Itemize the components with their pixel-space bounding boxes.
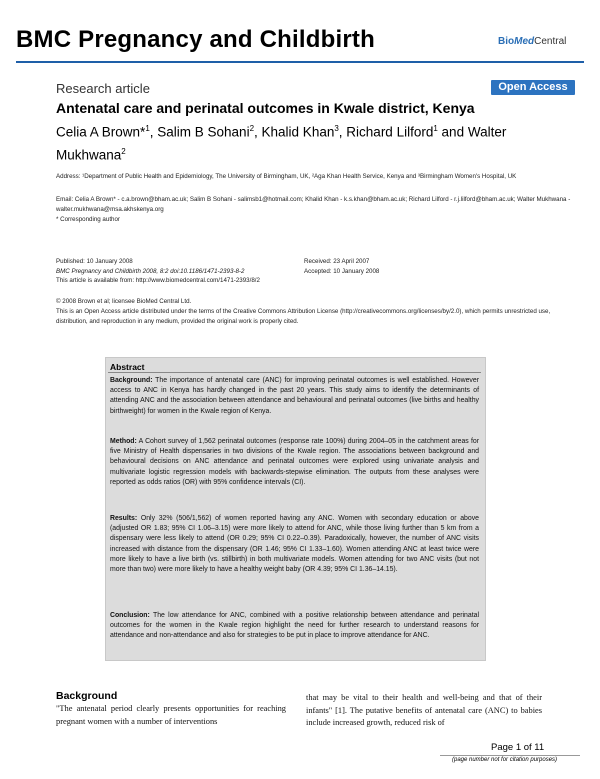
author-affiliation: 2 xyxy=(121,146,126,156)
author-name: , Richard Lilford xyxy=(338,124,434,140)
publication-info xyxy=(56,257,296,276)
abstract-label: Method: xyxy=(110,438,137,445)
background-heading: Background xyxy=(56,690,118,702)
author-addresses: Address: ¹Department of Public Health and Epidemiology, The University of Birmingham, UK, ²Aga Khan Health Service, Kenya and ³Birmingham Women's Hospital, UK xyxy=(56,173,517,180)
abstract-text: Only 32% (506/1,562) of women reported having any ANC. Women with secondary education or above (adjusted OR 1.83; 95% CI 1.06–3.15) were more likely to attend for ANC, while those living further than 5 km from a dispensary were less likely to attend (OR 0.29; 95% CI 0.22–0.39). Paradoxically, however, the number of ANC visits increased with distance from the dispensary (OR 1.46; 95% CI 1.33–1.60). Women attending ANC at least twice were more likely to have a live birth (vs. stillbirth) in both multivariate models. Women attending for two ANC visits (but not more than two) were more likely to have a healthy weight baby (OR 4.39; 95% CI 1.36–14.15). xyxy=(110,515,479,574)
abstract-conclusion xyxy=(110,611,479,642)
author-list xyxy=(56,119,576,164)
header-rule xyxy=(16,61,584,63)
abstract-divider xyxy=(108,372,481,373)
page-number: Page 1 of 11 xyxy=(491,742,545,753)
author-name: and Walter Mukhwana xyxy=(56,124,507,162)
body-right-column: that may be vital to their health and well-being and that of their infants" [1]. The putative benefits of antenatal care (ANC) to babies include increased growth, reduced risk of xyxy=(306,693,542,728)
author-affiliation: 3 xyxy=(334,124,339,133)
body-left-column: "The antenatal period clearly presents opportunities for reaching pregnant women with a number of interventions xyxy=(56,704,286,726)
received-date: Received: 23 April 2007 xyxy=(304,258,370,265)
author-emails: Email: Celia A Brown* - c.a.brown@bham.ac.uk; Salim B Sohani - salimsb1@hotmail.com; Khalid Khan - k.s.khan@bham.ac.uk; Richard Lilford - r.j.lilford@bham.ac.uk; Walter Mukhwana - walter.mukhwana@msa.akhskenya.org xyxy=(56,196,571,213)
abstract-text: The importance of antenatal care (ANC) for improving perinatal outcomes is well established. However access to ANC in Kenya has hardly changed in the past 20 years. This study aims to identify the determinants of attending ANC and the association between attendance and behavioural and perinatal outcomes (live births and healthy birthweight) for women in the Kwale region of Kenya. xyxy=(110,377,479,415)
published-date: Published: 10 January 2008 xyxy=(56,258,133,265)
journal-title: BMC Pregnancy and Childbirth xyxy=(16,26,375,53)
received-accepted-info xyxy=(304,257,554,276)
biomed-central-logo xyxy=(498,36,566,47)
author-name: , Salim B Sohani xyxy=(149,124,250,140)
citation: BMC Pregnancy and Childbirth 2008, 8:2 doi:10.1186/1471-2393-8-2 xyxy=(56,267,245,275)
copyright-notice: © 2008 Brown et al; licensee BioMed Central Ltd. xyxy=(56,298,192,305)
author-name: Celia A Brown* xyxy=(56,124,146,140)
article-url[interactable]: This article is available from: http://www.biomedcentral.com/1471-2393/8/2 xyxy=(56,277,260,284)
open-access-badge: Open Access xyxy=(491,80,575,95)
abstract-results xyxy=(110,514,479,575)
abstract-background xyxy=(110,376,479,417)
accepted-date: Accepted: 10 January 2008 xyxy=(304,267,380,275)
article-title: Antenatal care and perinatal outcomes in Kwale district, Kenya xyxy=(56,100,475,116)
corresponding-author-note: * Corresponding author xyxy=(56,216,120,223)
author-affiliation: 1 xyxy=(145,124,150,133)
abstract-text: A Cohort survey of 1,562 perinatal outcomes (response rate 100%) during 2004–05 in the catchment areas for five Ministry of Health dispensaries in two divisions of the Kwale region. The associations between background and behavioural decisions on ANC attendance and perinatal outcomes were explored using univariate analysis and multivariate logistic regression models with backwards-stepwise elimination. The outputs from these analyses were reported as odds ratios (OR) with 95% confidence intervals (CI). xyxy=(110,438,479,486)
footer-rule xyxy=(440,755,580,756)
abstract-label: Results: xyxy=(110,515,138,522)
logo-bio-text: Bio xyxy=(498,36,515,47)
license-notice: This is an Open Access article distributed under the terms of the Creative Commons Attribution License (http://creativecommons.org/licenses/by/2.0), which permits unrestricted use, distribution, and reproduction in any medium, provided the original work is properly cited. xyxy=(56,308,551,325)
abstract-label: Background: xyxy=(110,377,153,384)
author-affiliation: 1 xyxy=(433,124,438,133)
article-type: Research article xyxy=(56,81,150,96)
logo-med-text: Med xyxy=(514,36,535,47)
author-name: , Khalid Khan xyxy=(254,124,335,140)
abstract-label: Conclusion: xyxy=(110,612,150,619)
page-note: (page number not for citation purposes) xyxy=(452,757,558,763)
logo-central-text: Central xyxy=(534,36,567,47)
abstract-method xyxy=(110,437,479,488)
author-affiliation: 2 xyxy=(249,124,255,133)
abstract-heading: Abstract xyxy=(110,362,145,372)
abstract-text: The low attendance for ANC, combined with a positive relationship between attendance and perinatal outcomes for the women in the Kwale region highlight the need for further research to understand reasons for attendance and non-attendance and also for strategies to be put in place to improve attendance for ANC. xyxy=(110,612,479,640)
